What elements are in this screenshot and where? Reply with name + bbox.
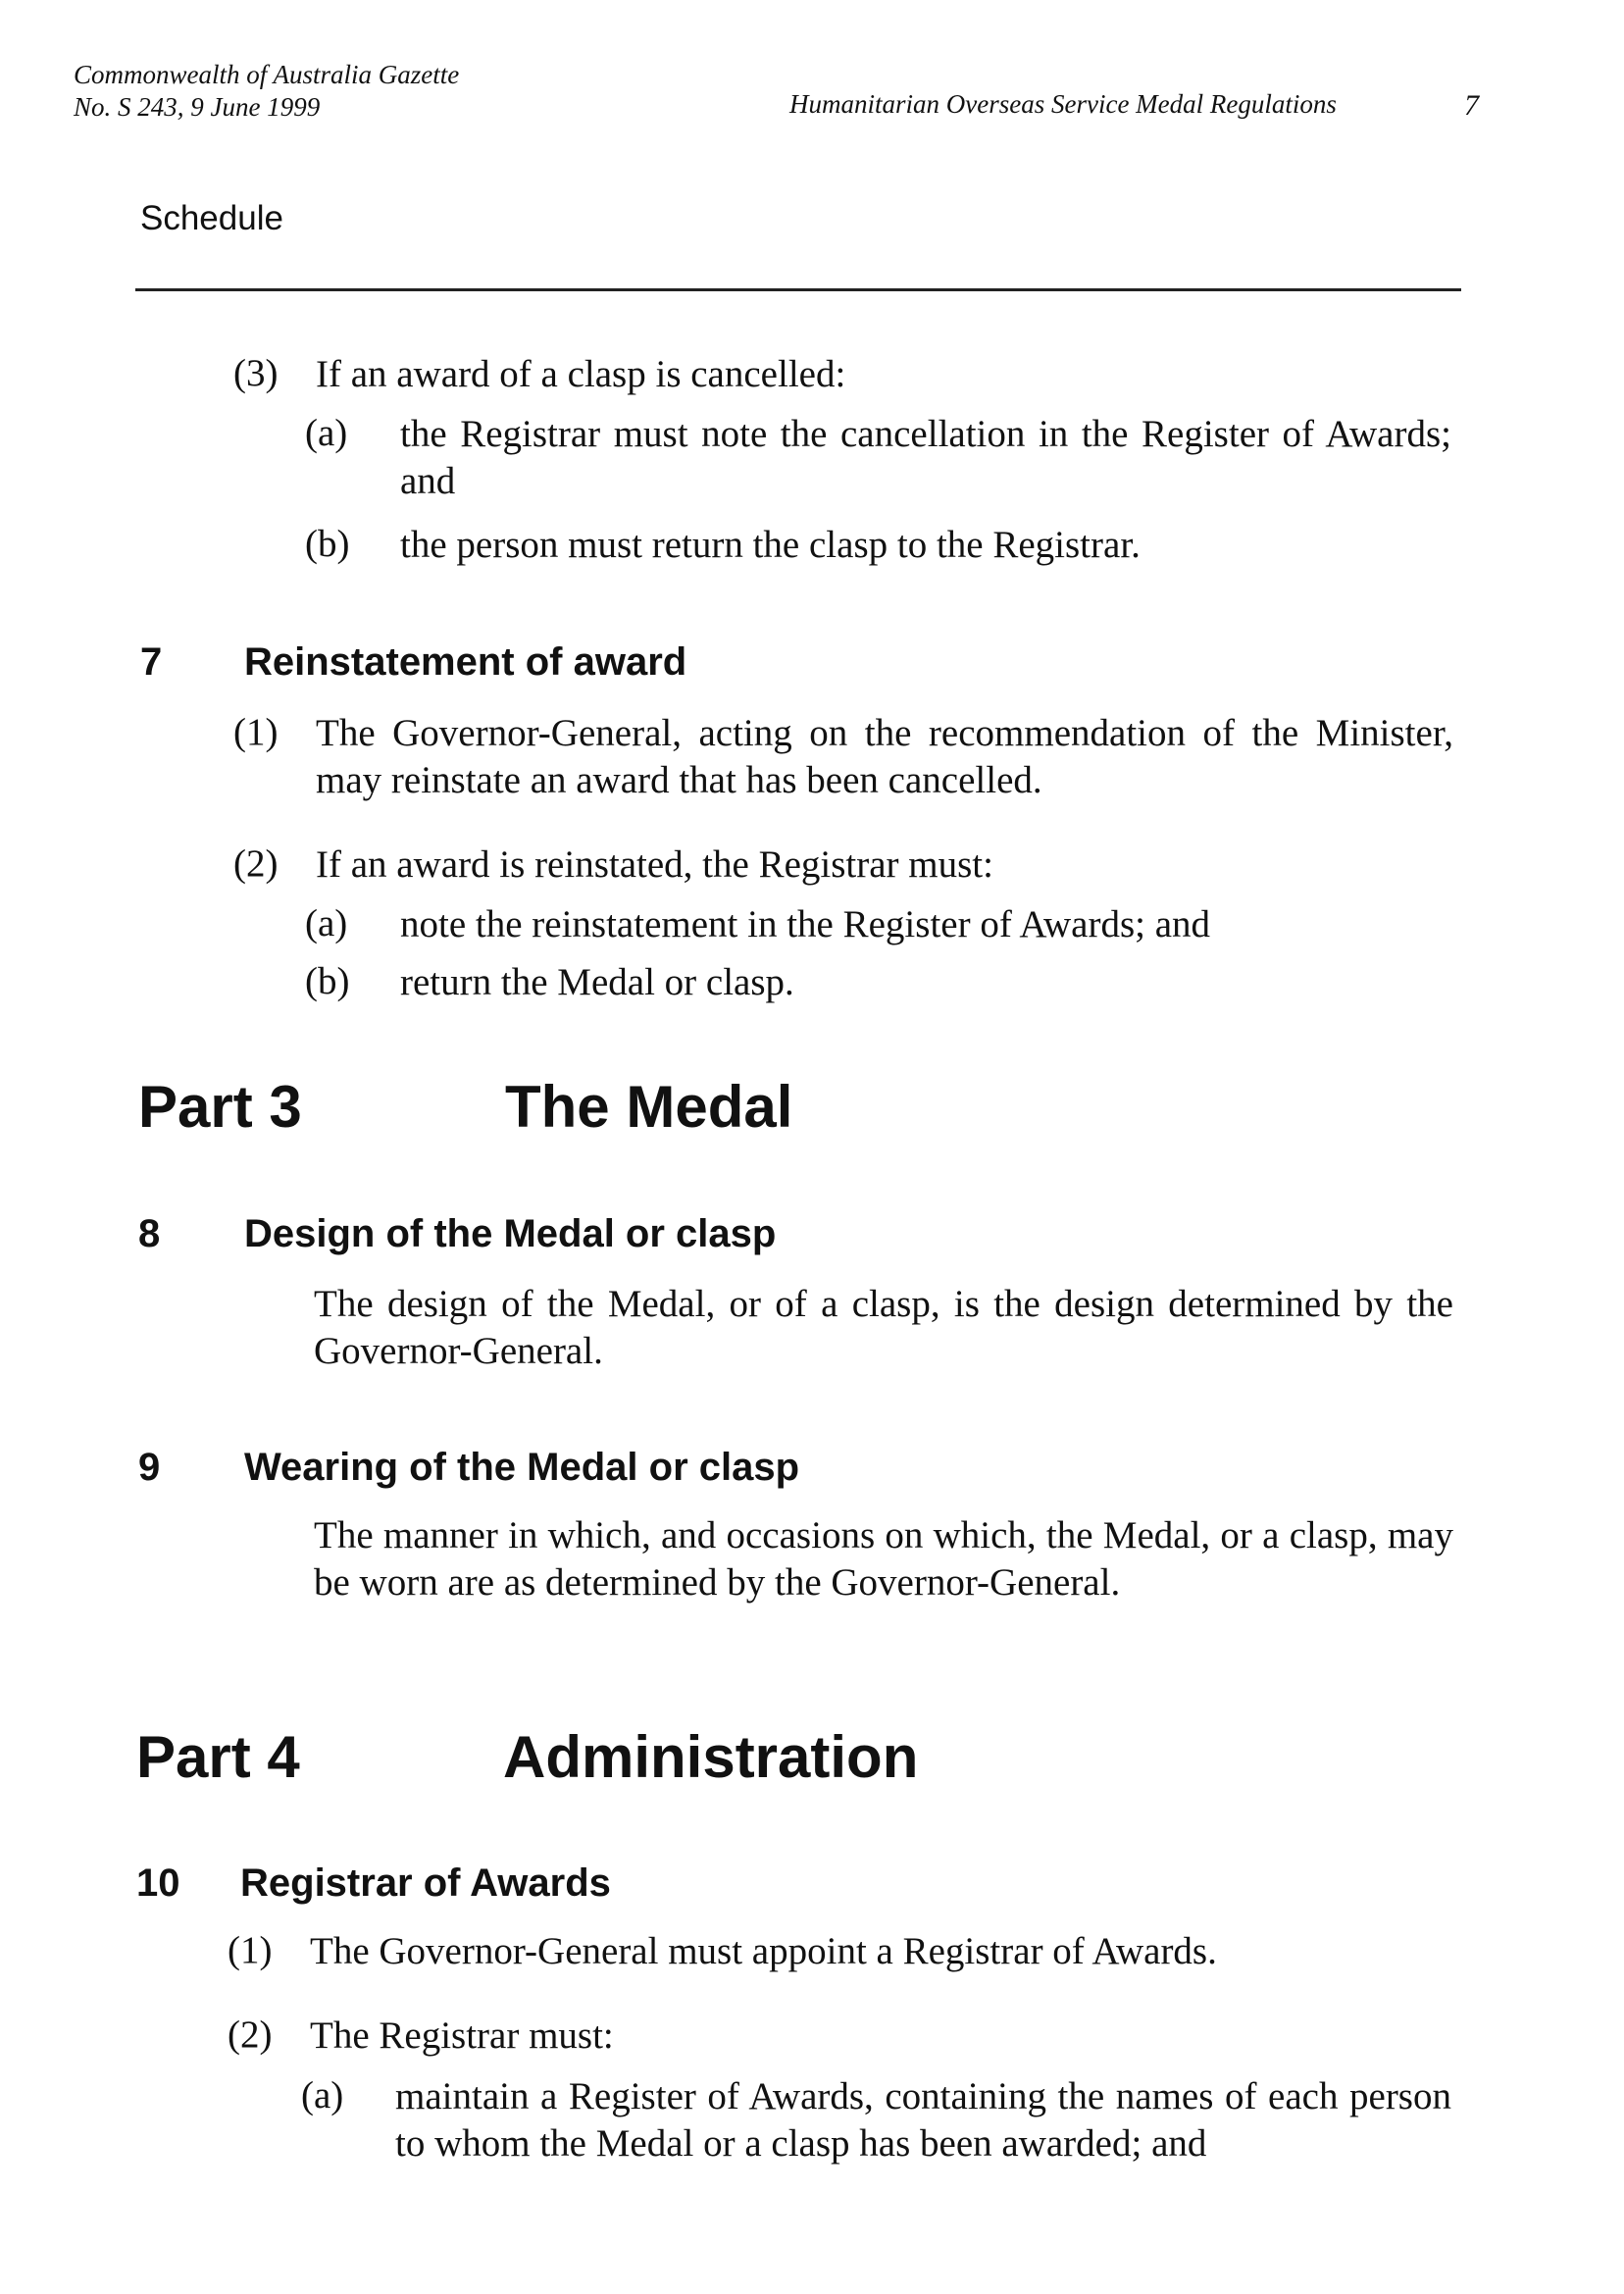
paragraph-number: (b)	[305, 960, 350, 1002]
subregulation-text: The Registrar must:	[310, 2014, 614, 2057]
paragraph-text: maintain a Register of Awards, containing the names of each person to whom the Medal or a clasp has been awarded; and	[395, 2075, 1451, 2165]
subregulation-text: The Governor-General must appoint a Registrar of Awards.	[310, 1930, 1217, 1972]
paragraph-number: (a)	[305, 902, 348, 944]
paragraph-text: note the reinstatement in the Register of Awards; and	[400, 903, 1211, 945]
regulation-running-title: Humanitarian Overseas Service Medal Regulations	[789, 89, 1337, 119]
schedule-label: Schedule	[140, 199, 283, 237]
gazette-issue: No. S 243, 9 June 1999	[74, 92, 321, 122]
part-label: Part 4	[136, 1724, 300, 1790]
page-number: 7	[1464, 89, 1479, 122]
subregulation-number: (1)	[233, 711, 279, 753]
regulation-number: 10	[136, 1861, 180, 1905]
paragraph-text: return the Medal or clasp.	[400, 961, 794, 1003]
subregulation-number: (2)	[228, 2014, 273, 2056]
regulation-heading: Registrar of Awards	[240, 1861, 611, 1905]
subregulation-number: (1)	[228, 1929, 273, 1971]
part-title: Administration	[503, 1724, 919, 1790]
paragraph-text: the person must return the clasp to the Registrar.	[400, 524, 1141, 566]
part-label: Part 3	[138, 1074, 302, 1140]
regulation-heading: Design of the Medal or clasp	[244, 1212, 777, 1255]
subregulation-text: The Governor-General, acting on the recommendation of the Minister, may reinstate an award that has been cancelled.	[316, 712, 1453, 801]
paragraph-text: the Registrar must note the cancellation in the Register of Awards; and	[400, 413, 1451, 502]
regulation-number: 7	[140, 640, 163, 684]
subregulation-text: If an award is reinstated, the Registrar must:	[316, 843, 993, 886]
subregulation-text: If an award of a clasp is cancelled:	[316, 353, 846, 395]
header-rule	[135, 288, 1461, 291]
subregulation-number: (2)	[233, 842, 279, 885]
regulation-number: 8	[138, 1212, 161, 1255]
subregulation-number: (3)	[233, 352, 279, 394]
gazette-citation	[74, 59, 459, 124]
paragraph-number: (a)	[305, 412, 348, 454]
gazette-title: Commonwealth of Australia Gazette	[74, 60, 460, 89]
paragraph-number: (b)	[305, 523, 350, 565]
regulation-heading: Reinstatement of award	[244, 640, 687, 684]
part-title: The Medal	[505, 1074, 793, 1140]
regulation-text: The design of the Medal, or of a clasp, is the design determined by the Governor-General.	[314, 1283, 1453, 1372]
regulation-text: The manner in which, and occasions on which, the Medal, or a clasp, may be worn are as determined by the Governor-General.	[314, 1514, 1453, 1604]
regulation-heading: Wearing of the Medal or clasp	[244, 1446, 800, 1489]
paragraph-number: (a)	[301, 2074, 344, 2116]
regulation-number: 9	[138, 1446, 161, 1489]
